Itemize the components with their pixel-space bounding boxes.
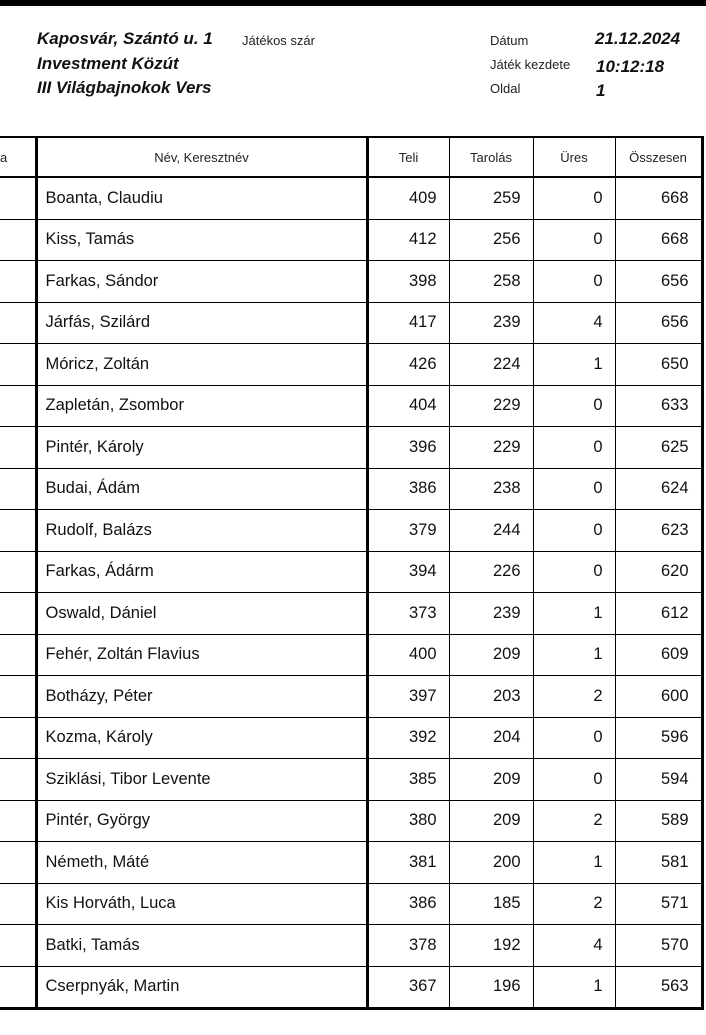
- tarolas-score: 224: [449, 344, 533, 386]
- teli-score: 397: [367, 676, 449, 718]
- total-score: 589: [615, 800, 702, 842]
- rank-cell: [0, 925, 36, 967]
- tarolas-score: 200: [449, 842, 533, 884]
- player-name: Kiss, Tamás: [36, 219, 367, 261]
- tarolas-score: 226: [449, 551, 533, 593]
- rank-cell: [0, 510, 36, 552]
- table-row: [0, 385, 702, 427]
- total-score: 571: [615, 883, 702, 925]
- top-border: [0, 0, 706, 6]
- tarolas-score: 244: [449, 510, 533, 552]
- event-subtitle: III Világbajnokok Vers: [37, 78, 212, 97]
- ures-count: 2: [533, 883, 615, 925]
- table-row: [0, 676, 702, 718]
- ures-count: 0: [533, 427, 615, 469]
- table-row: [0, 551, 702, 593]
- total-score: 625: [615, 427, 702, 469]
- tarolas-score: 185: [449, 883, 533, 925]
- player-name: Zapletán, Zsombor: [36, 385, 367, 427]
- teli-score: 412: [367, 219, 449, 261]
- start-time-value: 10:12:18: [596, 57, 665, 76]
- ures-count: 1: [533, 966, 615, 1009]
- table-row: [0, 468, 702, 510]
- player-name: Fehér, Zoltán Flavius: [36, 634, 367, 676]
- ures-count: 0: [533, 177, 615, 219]
- teli-score: 394: [367, 551, 449, 593]
- ures-count: 0: [533, 510, 615, 552]
- total-score: 668: [615, 177, 702, 219]
- table-row: [0, 427, 702, 469]
- tarolas-score: 229: [449, 385, 533, 427]
- player-label: Játékos szár: [242, 33, 315, 48]
- rank-cell: [0, 261, 36, 303]
- table-row: [0, 759, 702, 801]
- tarolas-score: 259: [449, 177, 533, 219]
- col-header-rank: a: [0, 137, 36, 177]
- rank-cell: [0, 219, 36, 261]
- ures-count: 0: [533, 261, 615, 303]
- table-row: [0, 966, 702, 1009]
- col-header-teli: Teli: [367, 137, 449, 177]
- tarolas-score: 258: [449, 261, 533, 303]
- rank-cell: [0, 883, 36, 925]
- tarolas-score: 239: [449, 302, 533, 344]
- player-name: Farkas, Sándor: [36, 261, 367, 303]
- ures-count: 1: [533, 842, 615, 884]
- ures-count: 2: [533, 676, 615, 718]
- player-name: Pintér, György: [36, 800, 367, 842]
- teli-score: 380: [367, 800, 449, 842]
- total-score: 581: [615, 842, 702, 884]
- total-score: 570: [615, 925, 702, 967]
- rank-cell: [0, 551, 36, 593]
- total-score: 656: [615, 261, 702, 303]
- rank-cell: [0, 177, 36, 219]
- results-body: [0, 177, 702, 1009]
- results-table-container: [0, 136, 702, 1010]
- table-row: [0, 302, 702, 344]
- ures-count: 1: [533, 593, 615, 635]
- player-name: Rudolf, Balázs: [36, 510, 367, 552]
- page-number: 1: [596, 81, 606, 100]
- ures-count: 0: [533, 759, 615, 801]
- results-table: [0, 136, 704, 1010]
- teli-score: 386: [367, 468, 449, 510]
- ures-count: 1: [533, 344, 615, 386]
- total-score: 623: [615, 510, 702, 552]
- teli-score: 379: [367, 510, 449, 552]
- teli-score: 400: [367, 634, 449, 676]
- player-name: Oswald, Dániel: [36, 593, 367, 635]
- ures-count: 0: [533, 219, 615, 261]
- total-score: 668: [615, 219, 702, 261]
- rank-cell: [0, 717, 36, 759]
- total-score: 656: [615, 302, 702, 344]
- col-header-tarolas: Tarolás: [449, 137, 533, 177]
- ures-count: 1: [533, 634, 615, 676]
- tarolas-score: 204: [449, 717, 533, 759]
- teli-score: 381: [367, 842, 449, 884]
- ures-count: 4: [533, 925, 615, 967]
- date-value: 21.12.2024: [595, 29, 681, 48]
- rank-cell: [0, 344, 36, 386]
- ures-count: 0: [533, 717, 615, 759]
- tarolas-score: 209: [449, 800, 533, 842]
- rank-cell: [0, 759, 36, 801]
- total-score: 612: [615, 593, 702, 635]
- rank-cell: [0, 966, 36, 1009]
- tarolas-score: 209: [449, 759, 533, 801]
- table-row: [0, 261, 702, 303]
- total-score: 596: [615, 717, 702, 759]
- table-row: [0, 800, 702, 842]
- table-row: [0, 219, 702, 261]
- table-row: [0, 344, 702, 386]
- table-row: [0, 717, 702, 759]
- rank-cell: [0, 634, 36, 676]
- rank-cell: [0, 593, 36, 635]
- teli-score: 373: [367, 593, 449, 635]
- rank-cell: [0, 842, 36, 884]
- tarolas-score: 209: [449, 634, 533, 676]
- player-name: Kozma, Károly: [36, 717, 367, 759]
- player-name: Németh, Máté: [36, 842, 367, 884]
- total-score: 633: [615, 385, 702, 427]
- player-name: Cserpnyák, Martin: [36, 966, 367, 1009]
- tarolas-score: 256: [449, 219, 533, 261]
- teli-score: 409: [367, 177, 449, 219]
- table-header-row: [0, 137, 702, 177]
- event-name: Investment Közút: [37, 54, 179, 73]
- teli-score: 426: [367, 344, 449, 386]
- table-row: [0, 593, 702, 635]
- table-row: [0, 634, 702, 676]
- teli-score: 396: [367, 427, 449, 469]
- start-time-label: Játék kezdete: [490, 57, 571, 72]
- tarolas-score: 239: [449, 593, 533, 635]
- table-row: [0, 925, 702, 967]
- ures-count: 0: [533, 385, 615, 427]
- date-label: Dátum: [490, 33, 529, 48]
- total-score: 594: [615, 759, 702, 801]
- col-header-ures: Üres: [533, 137, 615, 177]
- tarolas-score: 229: [449, 427, 533, 469]
- teli-score: 392: [367, 717, 449, 759]
- rank-cell: [0, 302, 36, 344]
- total-score: 600: [615, 676, 702, 718]
- player-name: Kis Horváth, Luca: [36, 883, 367, 925]
- ures-count: 4: [533, 302, 615, 344]
- ures-count: 0: [533, 551, 615, 593]
- table-row: [0, 177, 702, 219]
- player-name: Batki, Tamás: [36, 925, 367, 967]
- teli-score: 398: [367, 261, 449, 303]
- total-score: 620: [615, 551, 702, 593]
- rank-cell: [0, 427, 36, 469]
- page-label: Oldal: [490, 81, 521, 96]
- rank-cell: [0, 468, 36, 510]
- ures-count: 0: [533, 468, 615, 510]
- table-row: [0, 883, 702, 925]
- teli-score: 367: [367, 966, 449, 1009]
- ures-count: 2: [533, 800, 615, 842]
- teli-score: 417: [367, 302, 449, 344]
- tarolas-score: 238: [449, 468, 533, 510]
- venue-location: Kaposvár, Szántó u. 1: [37, 29, 213, 48]
- tarolas-score: 203: [449, 676, 533, 718]
- player-name: Pintér, Károly: [36, 427, 367, 469]
- player-name: Boanta, Claudiu: [36, 177, 367, 219]
- table-row: [0, 510, 702, 552]
- teli-score: 378: [367, 925, 449, 967]
- player-name: Sziklási, Tibor Levente: [36, 759, 367, 801]
- player-name: Járfás, Szilárd: [36, 302, 367, 344]
- player-name: Botházy, Péter: [36, 676, 367, 718]
- teli-score: 386: [367, 883, 449, 925]
- player-name: Budai, Ádám: [36, 468, 367, 510]
- col-header-name: Név, Keresztnév: [36, 137, 367, 177]
- total-score: 609: [615, 634, 702, 676]
- teli-score: 404: [367, 385, 449, 427]
- total-score: 563: [615, 966, 702, 1009]
- rank-cell: [0, 385, 36, 427]
- total-score: 650: [615, 344, 702, 386]
- player-name: Farkas, Ádárm: [36, 551, 367, 593]
- col-header-osszesen: Összesen: [615, 137, 702, 177]
- tarolas-score: 196: [449, 966, 533, 1009]
- player-name: Móricz, Zoltán: [36, 344, 367, 386]
- total-score: 624: [615, 468, 702, 510]
- rank-cell: [0, 676, 36, 718]
- table-row: [0, 842, 702, 884]
- rank-cell: [0, 800, 36, 842]
- tarolas-score: 192: [449, 925, 533, 967]
- teli-score: 385: [367, 759, 449, 801]
